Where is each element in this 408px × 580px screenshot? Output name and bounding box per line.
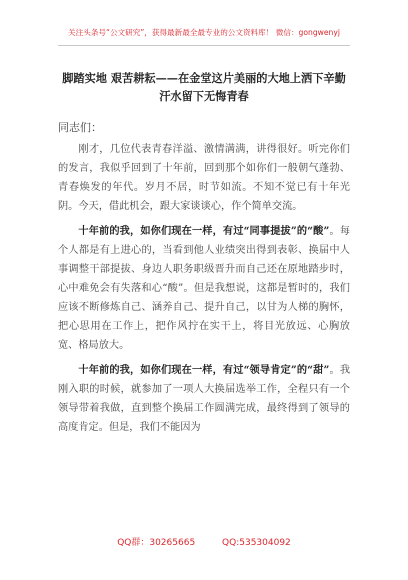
salutation: 同志们： — [58, 121, 102, 134]
title-line-1: 脚踏实地 艰苦耕耘——在金堂这片美丽的大地上洒下辛勤 — [62, 71, 346, 85]
paragraph-text: 刚才，几位代表青春洋溢、激情满满，讲得很好。听完你们的发言，我似乎回到了十年前，回到那个如你们一般朝气蓬勃、青春焕发的年代。岁月不居，时节如流。不知不觉已有十年光阴。今天，借此机会，跟大家谈谈心，作个简单交流。 — [58, 144, 350, 212]
document-title — [58, 69, 350, 105]
paragraph — [58, 361, 350, 437]
paragraph — [58, 222, 350, 355]
document-body — [58, 140, 350, 443]
paragraph-text: 。每个人都是有上进心的，当看到他人业绩突出得到表彰、换届中人事调整干部提拔、身边人职务职级晋升而自己还在原地踏步时，心中难免会有失落和心“酸”。但是我想说，这都是暂时的，我们应该不断修炼自己、涵养自己、提升自己，以甘为人梯的胸怀，把心思用在工作上，把作风拧在实干上，将目光放远、心胸放宽、格局放大。 — [58, 226, 351, 351]
footer-qq: QQ:535304092 — [222, 538, 291, 548]
paragraph-lead: 十年前的我，如你们现在一样，有过“同事提拔”的“酸” — [78, 225, 330, 237]
footer-qq-group: QQ群：30265665 — [117, 538, 196, 548]
paragraph-text: 。我刚入职的时候，就参加了一项人大换届选举工作，全程只有一个领导带着我做，直到整个换届工作圆满完成，最终得到了领导的高度肯定。但是，我们不能因为 — [58, 365, 351, 433]
footer-contact — [0, 535, 408, 548]
title-line-2: 汗水留下无悔青春 — [159, 89, 249, 103]
header-note: 关注头条号“公文研究”，获得最新最全最专业的公文资料库！ 微信：gongwenyj — [68, 28, 340, 37]
paragraph-lead: 十年前的我，如你们现在一样，有过“领导肯定”的“甜” — [78, 364, 330, 376]
header-divider — [58, 45, 350, 46]
paragraph — [58, 140, 350, 216]
